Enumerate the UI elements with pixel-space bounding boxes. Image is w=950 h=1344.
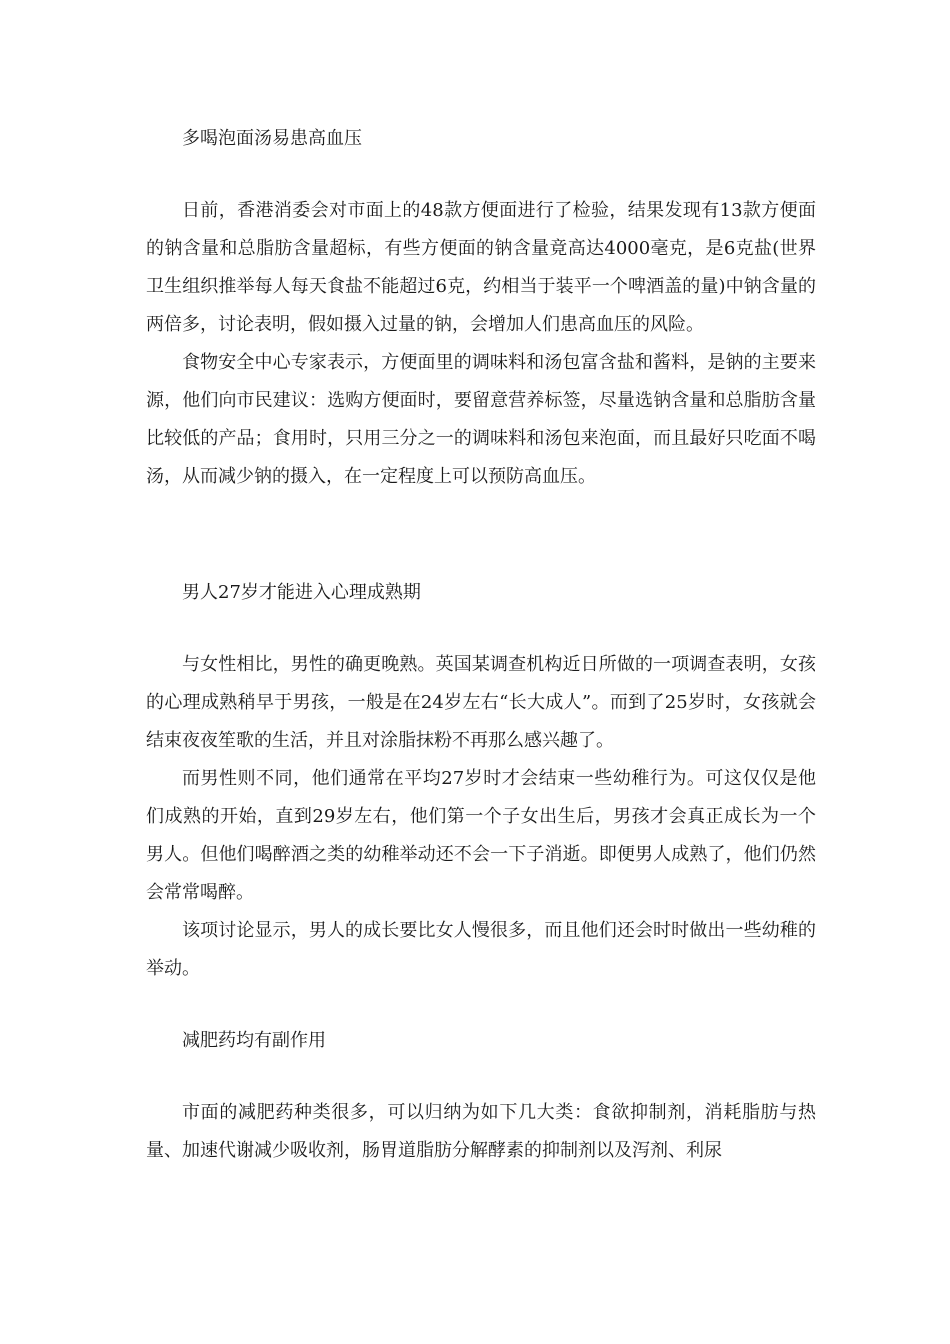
article-paragraph: 食物安全中心专家表示，方便面里的调味料和汤包富含盐和酱料，是钠的主要来源，他们向市民建议：选购方便面时，要留意营养标签，尽量选钠含量和总脂肪含量比较低的产品；食用时，只用三分之一的调味料和汤包来泡面，而且最好只吃面不喝汤，从而减少钠的摄入，在一定程度上可以预防高血压。 xyxy=(146,352,816,487)
article-maturity xyxy=(146,574,816,988)
document-body xyxy=(146,120,816,1170)
article-paragraph: 与女性相比，男性的确更晚熟。英国某调查机构近日所做的一项调查表明，女孩的心理成熟稍早于男孩，一般是在24岁左右“长大成人”。而到了25岁时，女孩就会结束夜夜笙歌的生活，并且对涂脂抹粉不再那么感兴趣了。 xyxy=(146,654,816,751)
article-hypertension xyxy=(146,120,816,496)
article-paragraph: 而男性则不同，他们通常在平均27岁时才会结束一些幼稚行为。可这仅仅是他们成熟的开始，直到29岁左右，他们第一个子女出生后，男孩才会真正成长为一个男人。但他们喝醉酒之类的幼稚举动还不会一下子消逝。即便男人成熟了，他们仍然会常常喝醉。 xyxy=(146,768,816,903)
article-title: 减肥药均有副作用 xyxy=(182,1030,326,1051)
article-paragraph: 市面的减肥药种类很多，可以归纳为如下几大类：食欲抑制剂，消耗脂肪与热量、加速代谢减少吸收剂，肠胃道脂肪分解酵素的抑制剂以及泻剂、利尿 xyxy=(146,1102,816,1161)
article-diet-pills xyxy=(146,1022,816,1170)
article-paragraph: 日前，香港消委会对市面上的48款方便面进行了检验，结果发现有13款方便面的钠含量和总脂肪含量超标，有些方便面的钠含量竟高达4000毫克，是6克盐(世界卫生组织推举每人每天食盐不能超过6克，约相当于装平一个啤酒盖的量)中钠含量的两倍多，讨论表明，假如摄入过量的钠，会增加人们患高血压的风险。 xyxy=(146,200,816,335)
article-title: 多喝泡面汤易患高血压 xyxy=(182,128,362,149)
article-paragraph: 该项讨论显示，男人的成长要比女人慢很多，而且他们还会时时做出一些幼稚的举动。 xyxy=(146,920,816,979)
article-title: 男人27岁才能进入心理成熟期 xyxy=(182,582,421,603)
